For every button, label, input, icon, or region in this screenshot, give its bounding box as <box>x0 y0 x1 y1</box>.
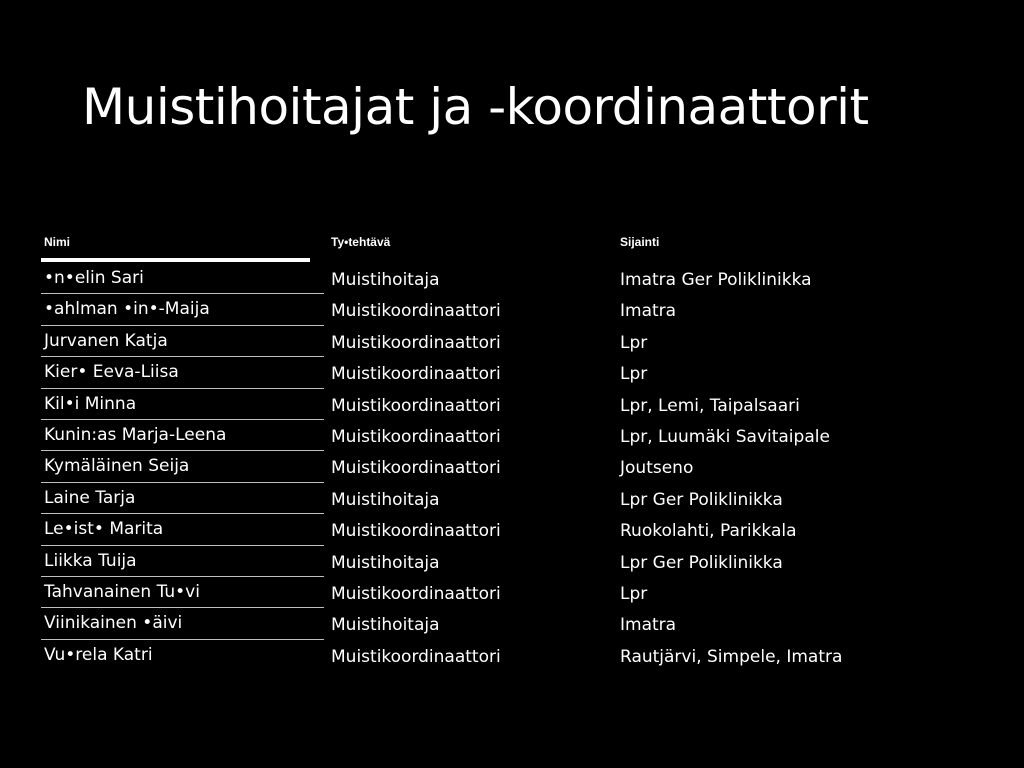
table-row <box>0 483 1024 514</box>
location-cell: Lpr, Luumäki Savitaipale <box>620 426 830 447</box>
header-name: Nimi <box>44 235 71 249</box>
table-row <box>0 294 1024 325</box>
header-role: Ty•tehtävä <box>331 235 391 249</box>
location-cell: Lpr <box>620 583 648 604</box>
location-cell: Rautjärvi, Simpele, Imatra <box>620 646 843 667</box>
table-row <box>0 263 1024 294</box>
location-cell: Joutseno <box>620 458 694 479</box>
table-row <box>0 577 1024 608</box>
name-cell: Tahvanainen Tu•vi <box>44 581 200 602</box>
table-row <box>0 546 1024 577</box>
name-cell: Kier• Eeva-Liisa <box>44 362 179 383</box>
role-cell: Muistikoordinaattori <box>331 395 501 416</box>
role-cell: Muistihoitaja <box>331 489 440 510</box>
role-cell: Muistihoitaja <box>331 552 440 573</box>
name-cell: Le•ist• Marita <box>44 519 164 540</box>
table-row <box>0 326 1024 357</box>
role-cell: Muistikoordinaattori <box>331 646 501 667</box>
name-cell: •n•elin Sari <box>44 268 144 288</box>
table-row <box>0 608 1024 639</box>
table-row <box>0 451 1024 482</box>
role-cell: Muistikoordinaattori <box>331 583 501 604</box>
table-row <box>0 389 1024 420</box>
role-cell: Muistikoordinaattori <box>331 364 501 385</box>
location-cell: Lpr <box>620 364 648 385</box>
name-cell: Liikka Tuija <box>44 550 137 571</box>
table-row <box>0 420 1024 451</box>
slide-title: Muistihoitajat ja -koordinaattorit <box>82 78 869 136</box>
name-cell: Kymäläinen Seija <box>44 456 190 477</box>
location-cell: Ruokolahti, Parikkala <box>620 521 797 542</box>
name-cell: Vu•rela Katri <box>44 644 153 665</box>
table-row <box>0 514 1024 545</box>
location-cell: Imatra <box>620 615 677 636</box>
location-cell: Imatra Ger Poliklinikka <box>620 270 812 290</box>
role-cell: Muistikoordinaattori <box>331 301 501 322</box>
header-divider <box>41 258 310 262</box>
location-cell: Lpr Ger Poliklinikka <box>620 552 783 573</box>
table-row <box>0 357 1024 388</box>
location-cell: Lpr, Lemi, Taipalsaari <box>620 395 800 416</box>
table-body <box>0 263 1024 671</box>
name-cell: Jurvanen Katja <box>44 330 168 351</box>
name-cell: •ahlman •in•-Maija <box>44 299 210 320</box>
name-cell: Laine Tarja <box>44 487 136 508</box>
table-row <box>0 640 1024 671</box>
role-cell: Muistihoitaja <box>331 615 440 636</box>
name-cell: Kunin:as Marja-Leena <box>44 424 227 445</box>
header-location: Sijainti <box>620 235 660 249</box>
location-cell: Imatra <box>620 301 677 322</box>
name-cell: Kil•i Minna <box>44 393 137 414</box>
table-header <box>0 235 1024 251</box>
role-cell: Muistikoordinaattori <box>331 426 501 447</box>
role-cell: Muistikoordinaattori <box>331 332 501 353</box>
role-cell: Muistikoordinaattori <box>331 521 501 542</box>
location-cell: Lpr Ger Poliklinikka <box>620 489 783 510</box>
name-cell: Viinikainen •äivi <box>44 613 183 634</box>
location-cell: Lpr <box>620 332 648 353</box>
role-cell: Muistihoitaja <box>331 270 440 290</box>
role-cell: Muistikoordinaattori <box>331 458 501 479</box>
